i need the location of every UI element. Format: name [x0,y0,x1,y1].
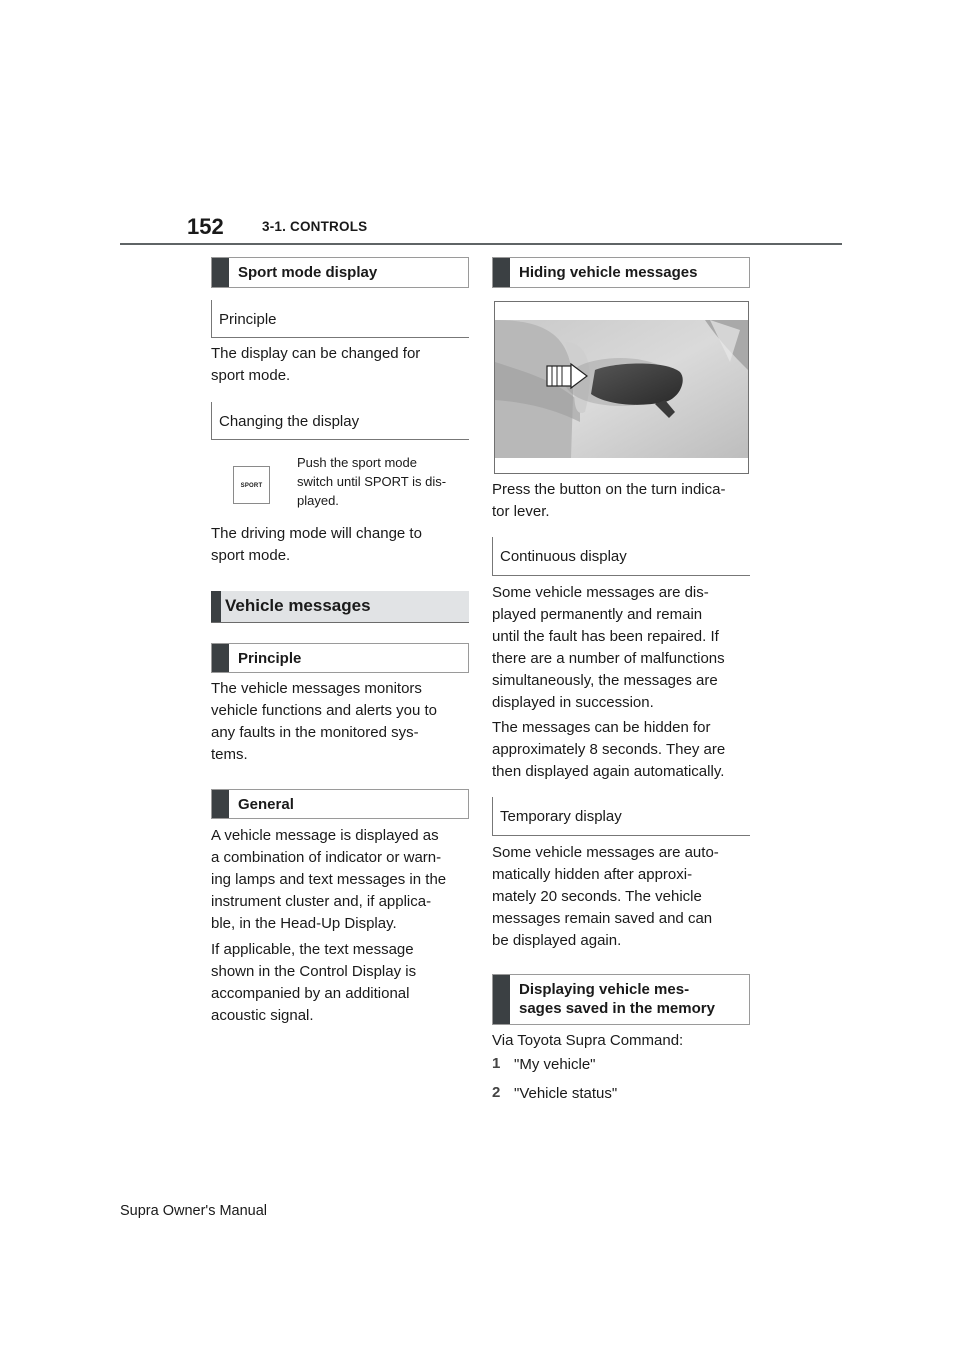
continuous-paragraph [492,582,725,714]
footer-manual-title: Supra Owner's Manual [120,1203,268,1219]
text-line: Some vehicle messages are auto- [492,844,719,861]
general-paragraph [211,825,446,935]
subheading-temporary-display [492,797,750,836]
via-text: Via Toyota Supra Command: [492,1032,684,1049]
subheading-text: Temporary display [500,808,622,825]
heading-text: General [238,796,294,813]
text-line: be displayed again. [492,932,622,949]
text-line: The driving mode will change to [211,525,422,542]
text-line: sport mode. [211,367,291,384]
text-line: matically hidden after approxi- [492,866,693,883]
text-line: any faults in the monitored sys- [211,724,419,741]
press-paragraph [492,479,725,523]
heading-displaying-saved-messages [492,974,750,1025]
text-line: messages remain saved and can [492,910,713,927]
heading-text: Sport mode display [238,264,378,281]
subheading-principle [211,300,469,338]
heading-text [519,980,741,1018]
heading-bar [212,258,229,287]
heading-line: sages saved in the memory [519,1000,715,1017]
subheading-text: Continuous display [500,548,627,565]
step-label: "My vehicle" [514,1056,596,1073]
heading-bar [493,975,510,1024]
text-line: tor lever. [492,503,550,520]
heading-vehicle-messages [211,591,469,623]
text-line: there are a number of malfunctions [492,650,725,667]
text-line: instrument cluster and, if applica- [211,893,432,910]
text-line: If applicable, the text message [211,941,414,958]
text-line: a combination of indicator or warn- [211,849,442,866]
heading-general [211,789,469,819]
heading-vm-principle [211,643,469,673]
text-line: sport mode. [211,547,291,564]
text-line: simultaneously, the messages are [492,672,718,689]
vm-principle-paragraph [211,678,437,766]
text-line: The display can be changed for [211,345,421,362]
text-line: ing lamps and text messages in the [211,871,447,888]
heading-text: Hiding vehicle messages [519,264,698,281]
heading-text: Principle [238,650,302,667]
text-line: shown in the Control Display is [211,963,417,980]
heading-bar [211,591,221,622]
text-line: Press the button on the turn indica- [492,481,726,498]
text-line: vehicle functions and alerts you to [211,702,437,719]
text-line: acoustic signal. [211,1007,314,1024]
section-reference: 3-1. CONTROLS [262,219,368,234]
sport-button-icon: SPORT [233,466,270,504]
driving-mode-paragraph [211,523,422,567]
text-line: tems. [211,746,248,763]
heading-sport-mode-display [211,257,469,288]
text-line: Push the sport mode [297,455,417,470]
header-rule [120,243,842,245]
heading-bar [212,644,229,672]
text-line: mately 20 seconds. The vehicle [492,888,702,905]
subheading-continuous-display [492,537,750,576]
step-number: 2 [492,1084,501,1101]
text-line: A vehicle message is displayed as [211,827,439,844]
text-line: ble, in the Head-Up Display. [211,915,397,932]
text-line: displayed in succession. [492,694,654,711]
text-line: played. [297,493,339,508]
page-number: 152 [187,214,224,239]
hidden-paragraph [492,717,725,783]
temporary-paragraph [492,842,719,952]
principle-paragraph [211,343,420,387]
subheading-changing-display [211,402,469,440]
text-line: approximately 8 seconds. They are [492,741,726,758]
step-number: 1 [492,1055,501,1072]
heading-bar [212,790,229,818]
text-line: then displayed again automatically. [492,763,725,780]
heading-text: Vehicle messages [225,596,371,615]
step-label: "Vehicle status" [514,1085,618,1102]
subheading-text: Changing the display [219,413,360,430]
text-line: The vehicle messages monitors [211,680,422,697]
heading-bar [493,258,510,287]
text-line: accompanied by an additional [211,985,410,1002]
text-line: until the fault has been repaired. If [492,628,719,645]
heading-hiding-messages [492,257,750,288]
text-line: The messages can be hidden for [492,719,711,736]
turn-indicator-illustration [494,301,749,474]
text-line: Some vehicle messages are dis- [492,584,709,601]
push-instruction [297,453,446,510]
subheading-text: Principle [219,311,277,328]
text-line: played permanently and remain [492,606,703,623]
applicable-paragraph [211,939,416,1027]
heading-line: Displaying vehicle mes- [519,981,690,998]
turn-indicator-lever-icon [495,302,749,474]
text-line: switch until SPORT is dis- [297,474,447,489]
